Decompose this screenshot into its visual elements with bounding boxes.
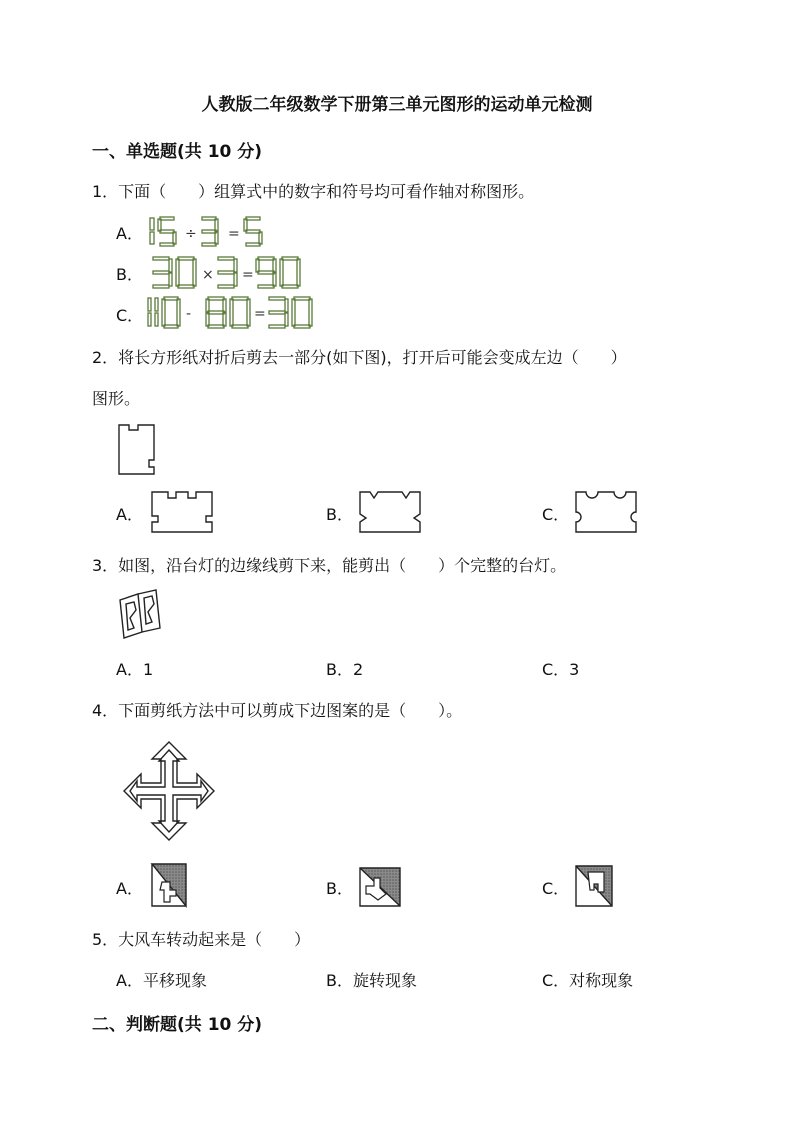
- q2-option-a-label: A．: [116, 505, 143, 524]
- matchstick-digit-3: [153, 257, 172, 288]
- q4-option-a-label: A．: [116, 879, 143, 898]
- q1-option-b-label: B．: [116, 265, 143, 284]
- q3-option-b: B．2: [326, 660, 364, 679]
- four-arrow-cross-pattern: [122, 740, 216, 842]
- q4-option-b-folded-paper: [356, 864, 404, 910]
- q3-option-c: C．3: [542, 660, 580, 679]
- question-1: 1．下面（ ）组算式中的数字和符号均可看作轴对称图形。: [92, 182, 535, 201]
- svg-text:=: =: [254, 306, 266, 322]
- section-true-false: 二、判断题(共 10 分): [92, 1015, 263, 1035]
- matchstick-digit-1: [148, 298, 151, 326]
- q5-option-a: A．平移现象: [116, 971, 207, 990]
- q2-option-c-label: C．: [542, 505, 570, 524]
- q1-option-a-equation: [148, 216, 278, 248]
- matchstick-digit-8: [206, 297, 226, 328]
- svg-text:=: =: [228, 226, 240, 242]
- matchstick-digit-0: [176, 257, 196, 288]
- matchstick-digit-1: [150, 218, 154, 244]
- matchstick-digit-0: [292, 297, 312, 328]
- q5-option-b: B．旋转现象: [326, 971, 417, 990]
- q2-option-c-shape: [572, 488, 640, 536]
- section-single-choice: 一、单选题(共 10 分): [92, 142, 263, 162]
- q5-option-c: C．对称现象: [542, 971, 634, 990]
- matchstick-digit-9: [256, 257, 276, 288]
- question-5: 5．大风车转动起来是（ ）: [92, 930, 311, 949]
- svg-text:=: =: [242, 267, 254, 283]
- q4-option-c-folded-paper: [572, 862, 618, 910]
- question-4: 4．下面剪纸方法中可以剪成下边图案的是（ ）。: [92, 701, 463, 720]
- q1-option-c-label: C．: [116, 306, 144, 325]
- question-3: 3．如图，沿台灯的边缘线剪下来，能剪出（ ）个完整的台灯。: [92, 556, 567, 575]
- folded-paper-figure: [116, 422, 158, 478]
- matchstick-digit-5: [158, 217, 176, 246]
- q2-option-b-shape: [356, 488, 424, 536]
- question-2-continued: 图形。: [92, 389, 141, 408]
- q1-option-c-equation: [146, 296, 316, 330]
- matchstick-digit-3: [202, 217, 218, 246]
- q2-option-a-shape: [148, 488, 216, 536]
- matchstick-digit-0: [280, 257, 300, 288]
- page-title: 人教版二年级数学下册第三单元图形的运动单元检测: [201, 95, 593, 115]
- q4-option-c-label: C．: [542, 879, 570, 898]
- matchstick-digit-0: [162, 297, 180, 328]
- q1-option-b-equation: [150, 256, 310, 290]
- q4-option-b-label: B．: [326, 879, 353, 898]
- matchstick-digit-1: [155, 298, 158, 326]
- question-2: 2．将长方形纸对折后剪去一部分(如下图)，打开后可能会变成左边（ ）: [92, 348, 627, 367]
- matchstick-digit-5: [244, 217, 262, 246]
- q3-option-a: A．1: [116, 660, 154, 679]
- folded-lamp-paper-figure: [116, 588, 166, 642]
- matchstick-digit-3: [218, 257, 237, 288]
- svg-text:÷: ÷: [185, 226, 197, 242]
- matchstick-digit-0: [230, 297, 250, 328]
- q1-option-a-label: A．: [116, 224, 143, 243]
- svg-text:-: -: [186, 306, 192, 322]
- svg-text:×: ×: [202, 267, 214, 283]
- q2-option-b-label: B．: [326, 505, 353, 524]
- matchstick-digit-3: [269, 297, 288, 328]
- q4-option-a-folded-paper: [148, 862, 190, 910]
